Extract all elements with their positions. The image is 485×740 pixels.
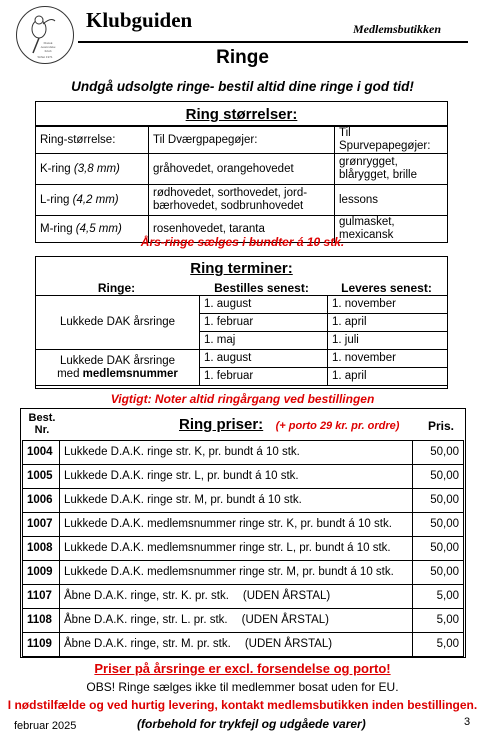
shop-name: Medlemsbutikken [353, 22, 442, 36]
table-row [23, 633, 464, 657]
delivery-deadline: 1. november [328, 296, 448, 314]
order-deadline: 1. februar [200, 368, 328, 386]
sizes-note: Års-ringe sælges i bundter á 10 stk. [140, 235, 345, 249]
item-price: 5,00 [413, 585, 464, 609]
table-row [23, 585, 464, 609]
dwarf-species: rosenhovedet, taranta [149, 216, 335, 243]
ring-mm: (4,2 mm) [72, 193, 119, 206]
footer-date: februar 2025 [14, 720, 77, 732]
item-extra: (UDEN ÅRSTAL) [242, 590, 331, 602]
item-price: 50,00 [413, 489, 464, 513]
table-row [23, 561, 464, 585]
item-price: 50,00 [413, 537, 464, 561]
prices-porto: (+ porto 29 kr. pr. ordre) [275, 420, 400, 432]
logo-text-line: Australske [40, 45, 56, 49]
terms-title-wrap [35, 260, 448, 278]
obs-note: OBS! Ringe sælges ikke til medlemmer bosat uden for EU. [86, 680, 399, 694]
sizes-header: Ring-størrelse: [36, 127, 149, 154]
dwarf-species: rødhovedet, sorthovedet, jord-bærhovedet, sodbrunhovedet [149, 185, 335, 216]
item-description-text: Lukkede D.A.K. ringe str. L, pr. bundt á 10 stk. [64, 470, 299, 482]
order-deadline: 1. august [200, 350, 328, 368]
ring-mm: (4,5 mm) [75, 222, 122, 235]
table-row [23, 513, 464, 537]
header-rule [78, 41, 468, 43]
sizes-title-box [35, 101, 448, 126]
terms-header: Bestilles senest: [214, 281, 309, 295]
table-row [23, 489, 464, 513]
terms-group-label-line: Lukkede DAK årsringe [59, 354, 176, 367]
ring-size: L-ring [40, 193, 70, 206]
table-row [36, 296, 448, 314]
terms-title: Ring terminer: [190, 260, 293, 277]
item-description-text: Lukkede D.A.K. medlemsnummer ringe str. L, pr. bundt á 10 stk. [64, 542, 391, 554]
item-description-text: Lukkede D.A.K. medlemsnummer ringe str. M, pr. bundt á 10 stk. [64, 566, 394, 578]
terms-group-label-bold: medlemsnummer [82, 367, 178, 380]
table-row [36, 185, 448, 216]
ring-mm: (3,8 mm) [73, 162, 120, 175]
item-description [60, 609, 413, 633]
order-deadline: 1. maj [200, 332, 328, 350]
item-description [60, 585, 413, 609]
item-price: 50,00 [413, 561, 464, 585]
table-row [23, 465, 464, 489]
item-description-text: Lukkede D.A.K. ringe str. K, pr. bundt á 10 stk. [64, 446, 300, 458]
item-number: 1008 [23, 537, 60, 561]
item-number: 1109 [23, 633, 60, 657]
prices-table [22, 440, 464, 657]
item-description-text: Åbne D.A.K. ringe, str. K. pr. stk. [64, 590, 229, 602]
item-description [60, 561, 413, 585]
item-number: 1108 [23, 609, 60, 633]
item-number: 1009 [23, 561, 60, 585]
prices-title-wrap [179, 416, 399, 434]
page-heading: Ringe [216, 47, 269, 68]
doc-title: Klubguiden [86, 8, 193, 32]
terms-group-label [36, 350, 200, 386]
logo-text-line: Klub [44, 49, 52, 53]
item-price: 50,00 [413, 441, 464, 465]
sizes-table [35, 126, 448, 243]
delivery-deadline: 1. juli [328, 332, 448, 350]
sparrow-species: lessons [335, 185, 448, 216]
table-row [36, 350, 448, 368]
item-number: 1006 [23, 489, 60, 513]
ring-size: K-ring [40, 162, 71, 175]
prices-header-price: Pris. [428, 419, 455, 433]
terms-group-label: Lukkede DAK årsringe [36, 296, 200, 350]
table-row [23, 537, 464, 561]
prices-header-nr: Best. Nr. [28, 412, 56, 436]
order-deadline: 1. februar [200, 314, 328, 332]
logo-text-line: Dansk [43, 41, 53, 45]
item-description [60, 465, 413, 489]
price-note: Priser på årsringe er excl. forsendelse og porto! [94, 661, 391, 676]
sizes-header: Til Spurvepapegøjer: [335, 127, 448, 154]
table-row [23, 441, 464, 465]
item-price: 50,00 [413, 465, 464, 489]
item-extra: (UDEN ÅRSTAL) [244, 638, 333, 650]
delivery-deadline: 1. april [328, 314, 448, 332]
emergency-note: I nødstilfælde og ved hurtig levering, kontakt medlemsbutikken inden bestillingen. [7, 698, 478, 712]
item-extra: (UDEN ÅRSTAL) [241, 614, 329, 626]
page-subtitle: Undgå udsolgte ringe- bestil altid dine ringe i god tid! [71, 79, 414, 94]
terms-header: Leveres senest: [341, 281, 432, 295]
sparrow-species: gulmasket, mexicansk [335, 216, 448, 243]
item-description [60, 441, 413, 465]
item-number: 1004 [23, 441, 60, 465]
item-description-text: Åbne D.A.K. ringe, str. M. pr. stk. [64, 638, 231, 650]
item-number: 1107 [23, 585, 60, 609]
terms-table [35, 295, 448, 386]
item-number: 1007 [23, 513, 60, 537]
order-deadline: 1. august [200, 296, 328, 314]
item-description-text: Lukkede D.A.K. ringe str. M, pr. bundt á 10 stk. [64, 494, 302, 506]
sizes-header: Til Dværgpapegøjer: [149, 127, 335, 154]
item-description-text: Lukkede D.A.K. medlemsnummer ringe str. K, pr. bundt á 10 stk. [64, 518, 392, 530]
delivery-deadline: 1. april [328, 368, 448, 386]
footer-disclaimer: (forbehold for trykfejl og udgåede varer) [137, 717, 366, 731]
table-row [23, 609, 464, 633]
sizes-title: Ring størrelser: [185, 106, 298, 123]
item-price: 5,00 [413, 609, 464, 633]
item-description [60, 513, 413, 537]
logo-date: Stiftet 1971 [37, 55, 53, 59]
item-description [60, 633, 413, 657]
item-description [60, 489, 413, 513]
terms-note: Vigtigt: Noter altid ringårgang ved bestillingen [110, 392, 375, 406]
prices-title: Ring priser: [179, 416, 264, 433]
terms-group-label-prefix: med [57, 367, 80, 380]
page-number: 3 [464, 716, 471, 728]
ring-size: M-ring [40, 222, 73, 235]
terms-header: Ringe: [97, 281, 136, 295]
dwarf-species: gråhovedet, orangehovedet [149, 154, 335, 185]
item-description-text: Åbne D.A.K. ringe, str. L. pr. stk. [64, 614, 228, 626]
item-description [60, 537, 413, 561]
item-price: 50,00 [413, 513, 464, 537]
delivery-deadline: 1. november [328, 350, 448, 368]
item-number: 1005 [23, 465, 60, 489]
item-price: 5,00 [413, 633, 464, 657]
sparrow-species: grønrygget, blårygget, brille [335, 154, 448, 185]
table-row [36, 154, 448, 185]
